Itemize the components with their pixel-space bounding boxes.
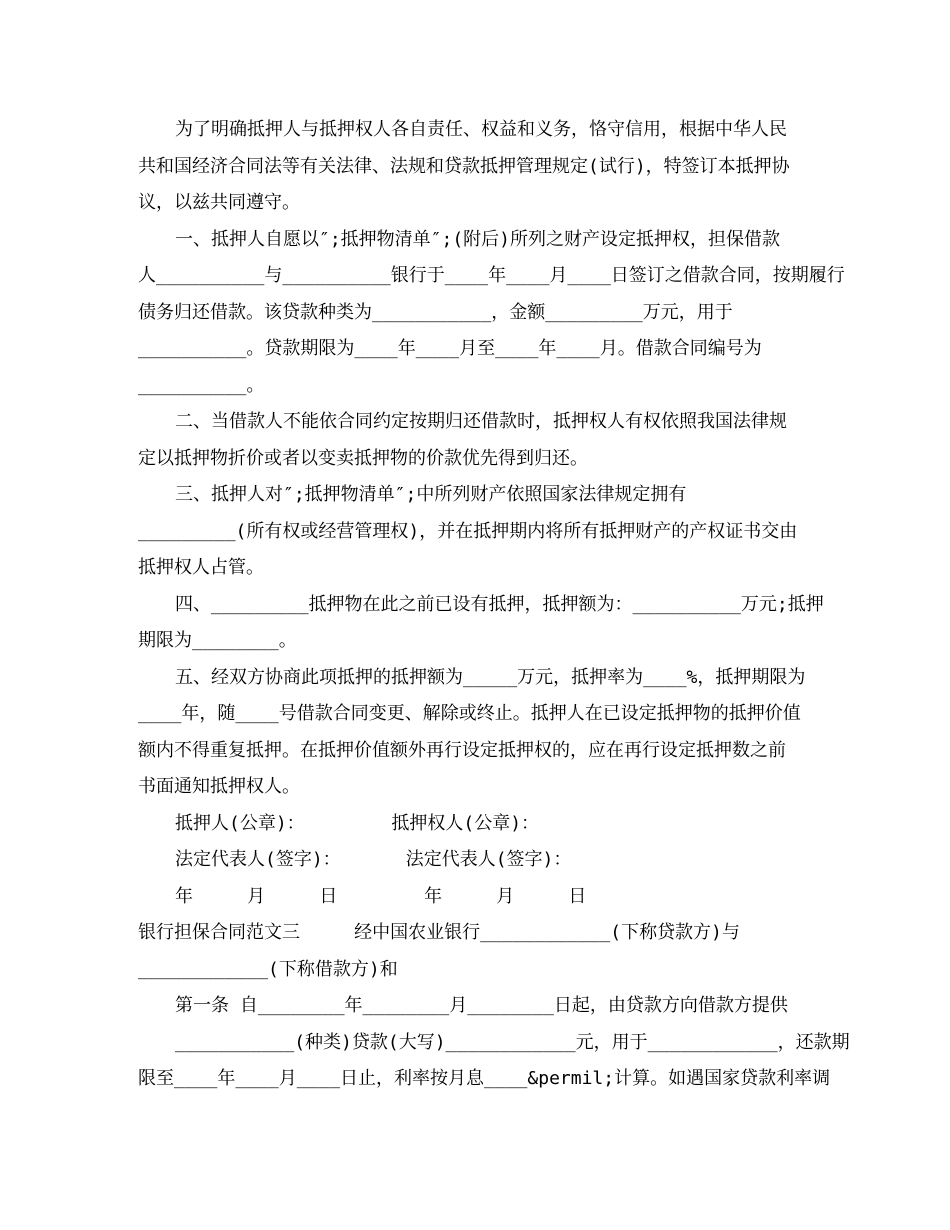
intro-line-1: 为了明确抵押人与抵押权人各自责任、权益和义务，恪守信用，根据中华人民 — [175, 119, 787, 140]
clause-4-line-2: 期限为________。 — [138, 630, 297, 651]
clause-5-line-4: 书面通知抵押权人。 — [138, 776, 300, 797]
clause-5-line-2: ____年，随____号借款合同变更、解除或终止。抵押人在已设定抵押物的抵押价值 — [138, 703, 801, 724]
contract-parties-line: ____________(下称借款方)和 — [138, 958, 398, 980]
clause-5-line-1: 五、经双方协商此项抵押的抵押额为_____万元，抵押率为____%，抵押期限为 — [175, 666, 806, 688]
intro-line-3: 议，以兹共同遵守。 — [138, 192, 300, 213]
article-1-line-2: ___________(种类)贷款(大写)____________元，用于____________，还款期 — [175, 1031, 850, 1053]
clause-1-line-5: __________。 — [138, 374, 265, 396]
signature-seal-line: 抵押人(公章)： 抵押权人(公章)： — [175, 812, 540, 834]
clause-2-line-1: 二、当借款人不能依合同约定按期归还借款时，抵押权人有权依照我国法律规 — [175, 411, 787, 432]
clause-1-line-2: 人__________与__________银行于____年____月____日签订之借款合同，按期履行 — [138, 265, 845, 286]
contract-template-title-line: 银行担保合同范文三 经中国农业银行____________(下称贷款方)与 — [138, 922, 740, 943]
intro-line-2: 共和国经济合同法等有关法律、法规和贷款抵押管理规定(试行)，特签订本抵押协 — [138, 155, 790, 177]
signature-date-line: 年 月 日 年 月 日 — [175, 885, 587, 907]
clause-1-line-3: 债务归还借款。该贷款种类为___________，金额_________万元，用于 — [138, 301, 733, 323]
document-page — [138, 112, 850, 1098]
clause-3-line-3: 抵押权人占管。 — [138, 557, 264, 578]
signature-representative-line: 法定代表人(签字)： 法定代表人(签字)： — [175, 849, 572, 870]
clause-4-line-1: 四、_________抵押物在此之前已设有抵押，抵押额为：__________万元;抵押 — [175, 593, 824, 615]
clause-3-line-2: _________(所有权或经营管理权)，并在抵押期内将所有抵押财产的产权证书交由 — [138, 520, 798, 542]
clause-1-line-1: 一、抵押人自愿以″;抵押物清单″;(附后)所列之财产设定抵押权，担保借款 — [175, 228, 781, 250]
article-1-line-3: 限至____年____月____日止，利率按月息____&permil;计算。如遇国家贷款利率调 — [138, 1068, 831, 1089]
article-1-line-1: 第一条 自________年________月________日起，由贷款方向借款方提供 — [175, 995, 788, 1016]
clause-3-line-1: 三、抵押人对″;抵押物清单″;中所列财产依照国家法律规定拥有 — [175, 484, 687, 505]
clause-5-line-3: 额内不得重复抵押。在抵押价值额外再行设定抵押权的，应在再行设定抵押数之前 — [138, 739, 786, 761]
clause-2-line-2: 定以抵押物折价或者以变卖抵押物的价款优先得到归还。 — [138, 447, 588, 469]
clause-1-line-4: __________。贷款期限为____年____月至____年____月。借款合同编号为 — [138, 338, 762, 359]
